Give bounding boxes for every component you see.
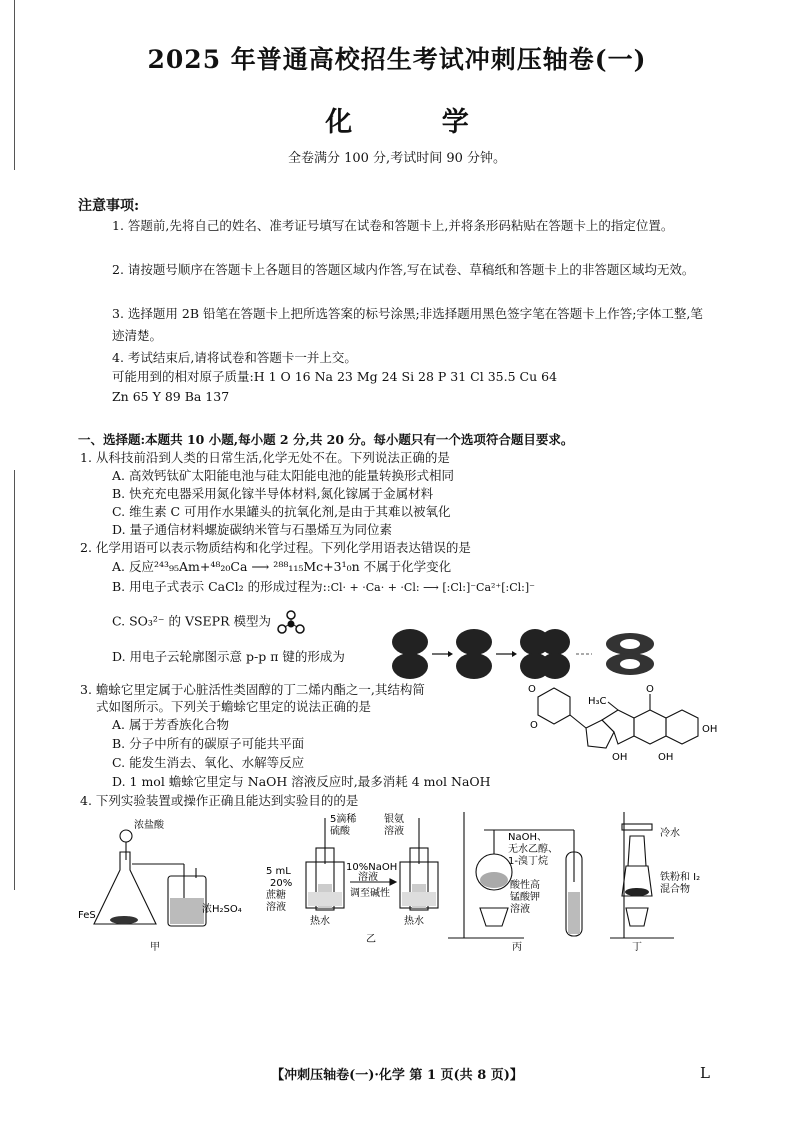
atom-label: O	[528, 684, 536, 695]
option-b	[112, 578, 535, 597]
atomic-masses: Zn 65 Y 89 Ba 137	[112, 389, 230, 404]
atom-label: O	[646, 684, 654, 695]
reagent-label: 热水	[310, 916, 330, 927]
apparatus-name: 甲	[150, 942, 160, 952]
note-item: 2. 请按题号顺序在答题卡上各题目的答题区域内作答,写在试卷、草稿纸和答题卡上的非答题区域均无效。	[112, 262, 695, 277]
exam-title: 2025 年普通高校招生考试冲刺压轴卷(一)	[147, 45, 647, 74]
reagent-label: 冷水	[660, 828, 680, 839]
atomic-masses: 可能用到的相对原子质量:H 1 O 16 Na 23 Mg 24 Si 28 P 31 Cl 35.5 Cu 64	[112, 369, 558, 384]
reagent-label: 调至碱性	[350, 888, 390, 899]
reagent-label: 酸性高	[510, 880, 540, 891]
note-item: 4. 考试结束后,请将试卷和答题卡一并上交。	[112, 350, 357, 365]
reagent-label: 蔗糖	[266, 890, 286, 901]
experiment-apparatus	[74, 812, 734, 952]
electron-formula: :Cl· + ·Ca· + ·Cl: ⟶ [:Cl:]⁻Ca²⁺[:Cl:]⁻	[326, 581, 535, 594]
question-stem: 1. 从科技前沿到人类的日常生活,化学无处不在。下列说法正确的是	[80, 450, 450, 465]
reagent-label: 5 mL	[266, 866, 291, 877]
atom-label: OH	[612, 752, 628, 763]
atom-label: OH	[702, 724, 718, 735]
reagent-label: 浓盐酸	[134, 820, 164, 831]
reagent-label: NaOH、	[508, 832, 547, 843]
reagent-label: 溶液	[358, 872, 378, 883]
note-item: 3. 选择题用 2B 铅笔在答题卡上把所选答案的标号涂黑;非选择题用黑色签字笔在答题卡上作答;字体工整,笔迹清楚。	[112, 306, 703, 343]
reagent-label: 溶液	[266, 902, 286, 913]
score-line: 全卷满分 100 分,考试时间 90 分钟。	[287, 151, 507, 166]
reagent-label: 锰酸钾	[510, 892, 540, 903]
vsepr-model-icon	[277, 609, 305, 635]
reagent-label: 热水	[404, 916, 424, 927]
option-c-text: C. SO₃²⁻ 的 VSEPR 模型为	[112, 613, 271, 629]
reagent-label: 溶液	[510, 904, 530, 915]
reagent-label: 浓H₂SO₄	[202, 904, 242, 915]
margin-line	[14, 470, 15, 890]
bufotalin-structure	[526, 680, 726, 780]
reagent-label: 银氨	[384, 814, 404, 825]
reagent-label: 1-溴丁烷	[508, 856, 548, 867]
reagent-label: 5滴稀	[330, 814, 357, 825]
section-heading: 一、选择题:本题共 10 小题,每小题 2 分,共 20 分。每小题只有一个选项符合题目要求。	[78, 432, 574, 447]
apparatus-name: 丁	[632, 942, 642, 952]
option-a: A. 属于芳香族化合物	[112, 717, 229, 732]
margin-line	[14, 0, 15, 170]
question-stem: 式如图所示。下列关于蟾蜍它里定的说法正确的是	[96, 699, 372, 714]
option-d: D. 量子通信材料螺旋碳纳米管与石墨烯互为同位素	[112, 522, 393, 537]
apparatus-name: 乙	[366, 934, 376, 945]
question-stem: 3. 蟾蜍它里定属于心脏活性类固醇的丁二烯内酯之一,其结构简	[80, 682, 425, 697]
note-item: 1. 答题前,先将自己的姓名、准考证号填写在试卷和答题卡上,并将条形码粘贴在答题卡上的指定位置。	[112, 218, 674, 233]
atom-label: O	[530, 720, 538, 731]
page-footer: 【冲刺压轴卷(一)·化学 第 1 页(共 8 页)】	[271, 1068, 523, 1083]
notes-heading: 注意事项:	[78, 198, 140, 214]
footer-mark: L	[700, 1064, 710, 1082]
option-c: C. 能发生消去、氧化、水解等反应	[112, 755, 305, 770]
question-stem: 2. 化学用语可以表示物质结构和化学过程。下列化学用语表达错误的是	[80, 540, 471, 555]
option-b-text: B. 用电子式表示 CaCl₂ 的形成过程为:	[112, 579, 327, 594]
reagent-label: 溶液	[384, 826, 404, 837]
subject-title: 化 学	[325, 107, 509, 138]
atom-label: OH	[658, 752, 674, 763]
option-a: A. 高效钙钛矿太阳能电池与硅太阳能电池的能量转换形式相同	[112, 468, 454, 483]
option-d: D. 用电子云轮廓图示意 p-p π 键的形成为	[112, 649, 345, 664]
option-c: C. 维生素 C 可用作水果罐头的抗氧化剂,是由于其难以被氧化	[112, 504, 451, 519]
reagent-label: 10%NaOH	[346, 862, 398, 873]
reagent-label: 20%	[270, 878, 293, 889]
option-b: B. 分子中所有的碳原子可能共平面	[112, 736, 305, 751]
question-stem: 4. 下列实验装置或操作正确且能达到实验目的的是	[80, 793, 359, 808]
p-p-pi-bond-diagram	[380, 628, 700, 682]
reagent-label: FeS	[78, 910, 96, 921]
reagent-label: 混合物	[660, 884, 690, 895]
apparatus-name: 丙	[512, 942, 522, 952]
atom-label: H₃C	[588, 696, 607, 707]
option-a: A. 反应²⁴³₉₅Am+⁴⁸₂₀Ca ⟶ ²⁸⁸₁₁₅Mc+3¹₀n 不属于化学变化	[112, 559, 452, 574]
option-d: D. 1 mol 蟾蜍它里定与 NaOH 溶液反应时,最多消耗 4 mol NaOH	[112, 774, 491, 789]
option-b: B. 快充充电器采用氮化镓半导体材料,氮化镓属于金属材料	[112, 486, 434, 501]
reagent-label: 硫酸	[330, 826, 350, 837]
reagent-label: 铁粉和 I₂	[660, 872, 701, 883]
option-c	[112, 609, 305, 635]
reagent-label: 无水乙醇、	[508, 844, 558, 855]
